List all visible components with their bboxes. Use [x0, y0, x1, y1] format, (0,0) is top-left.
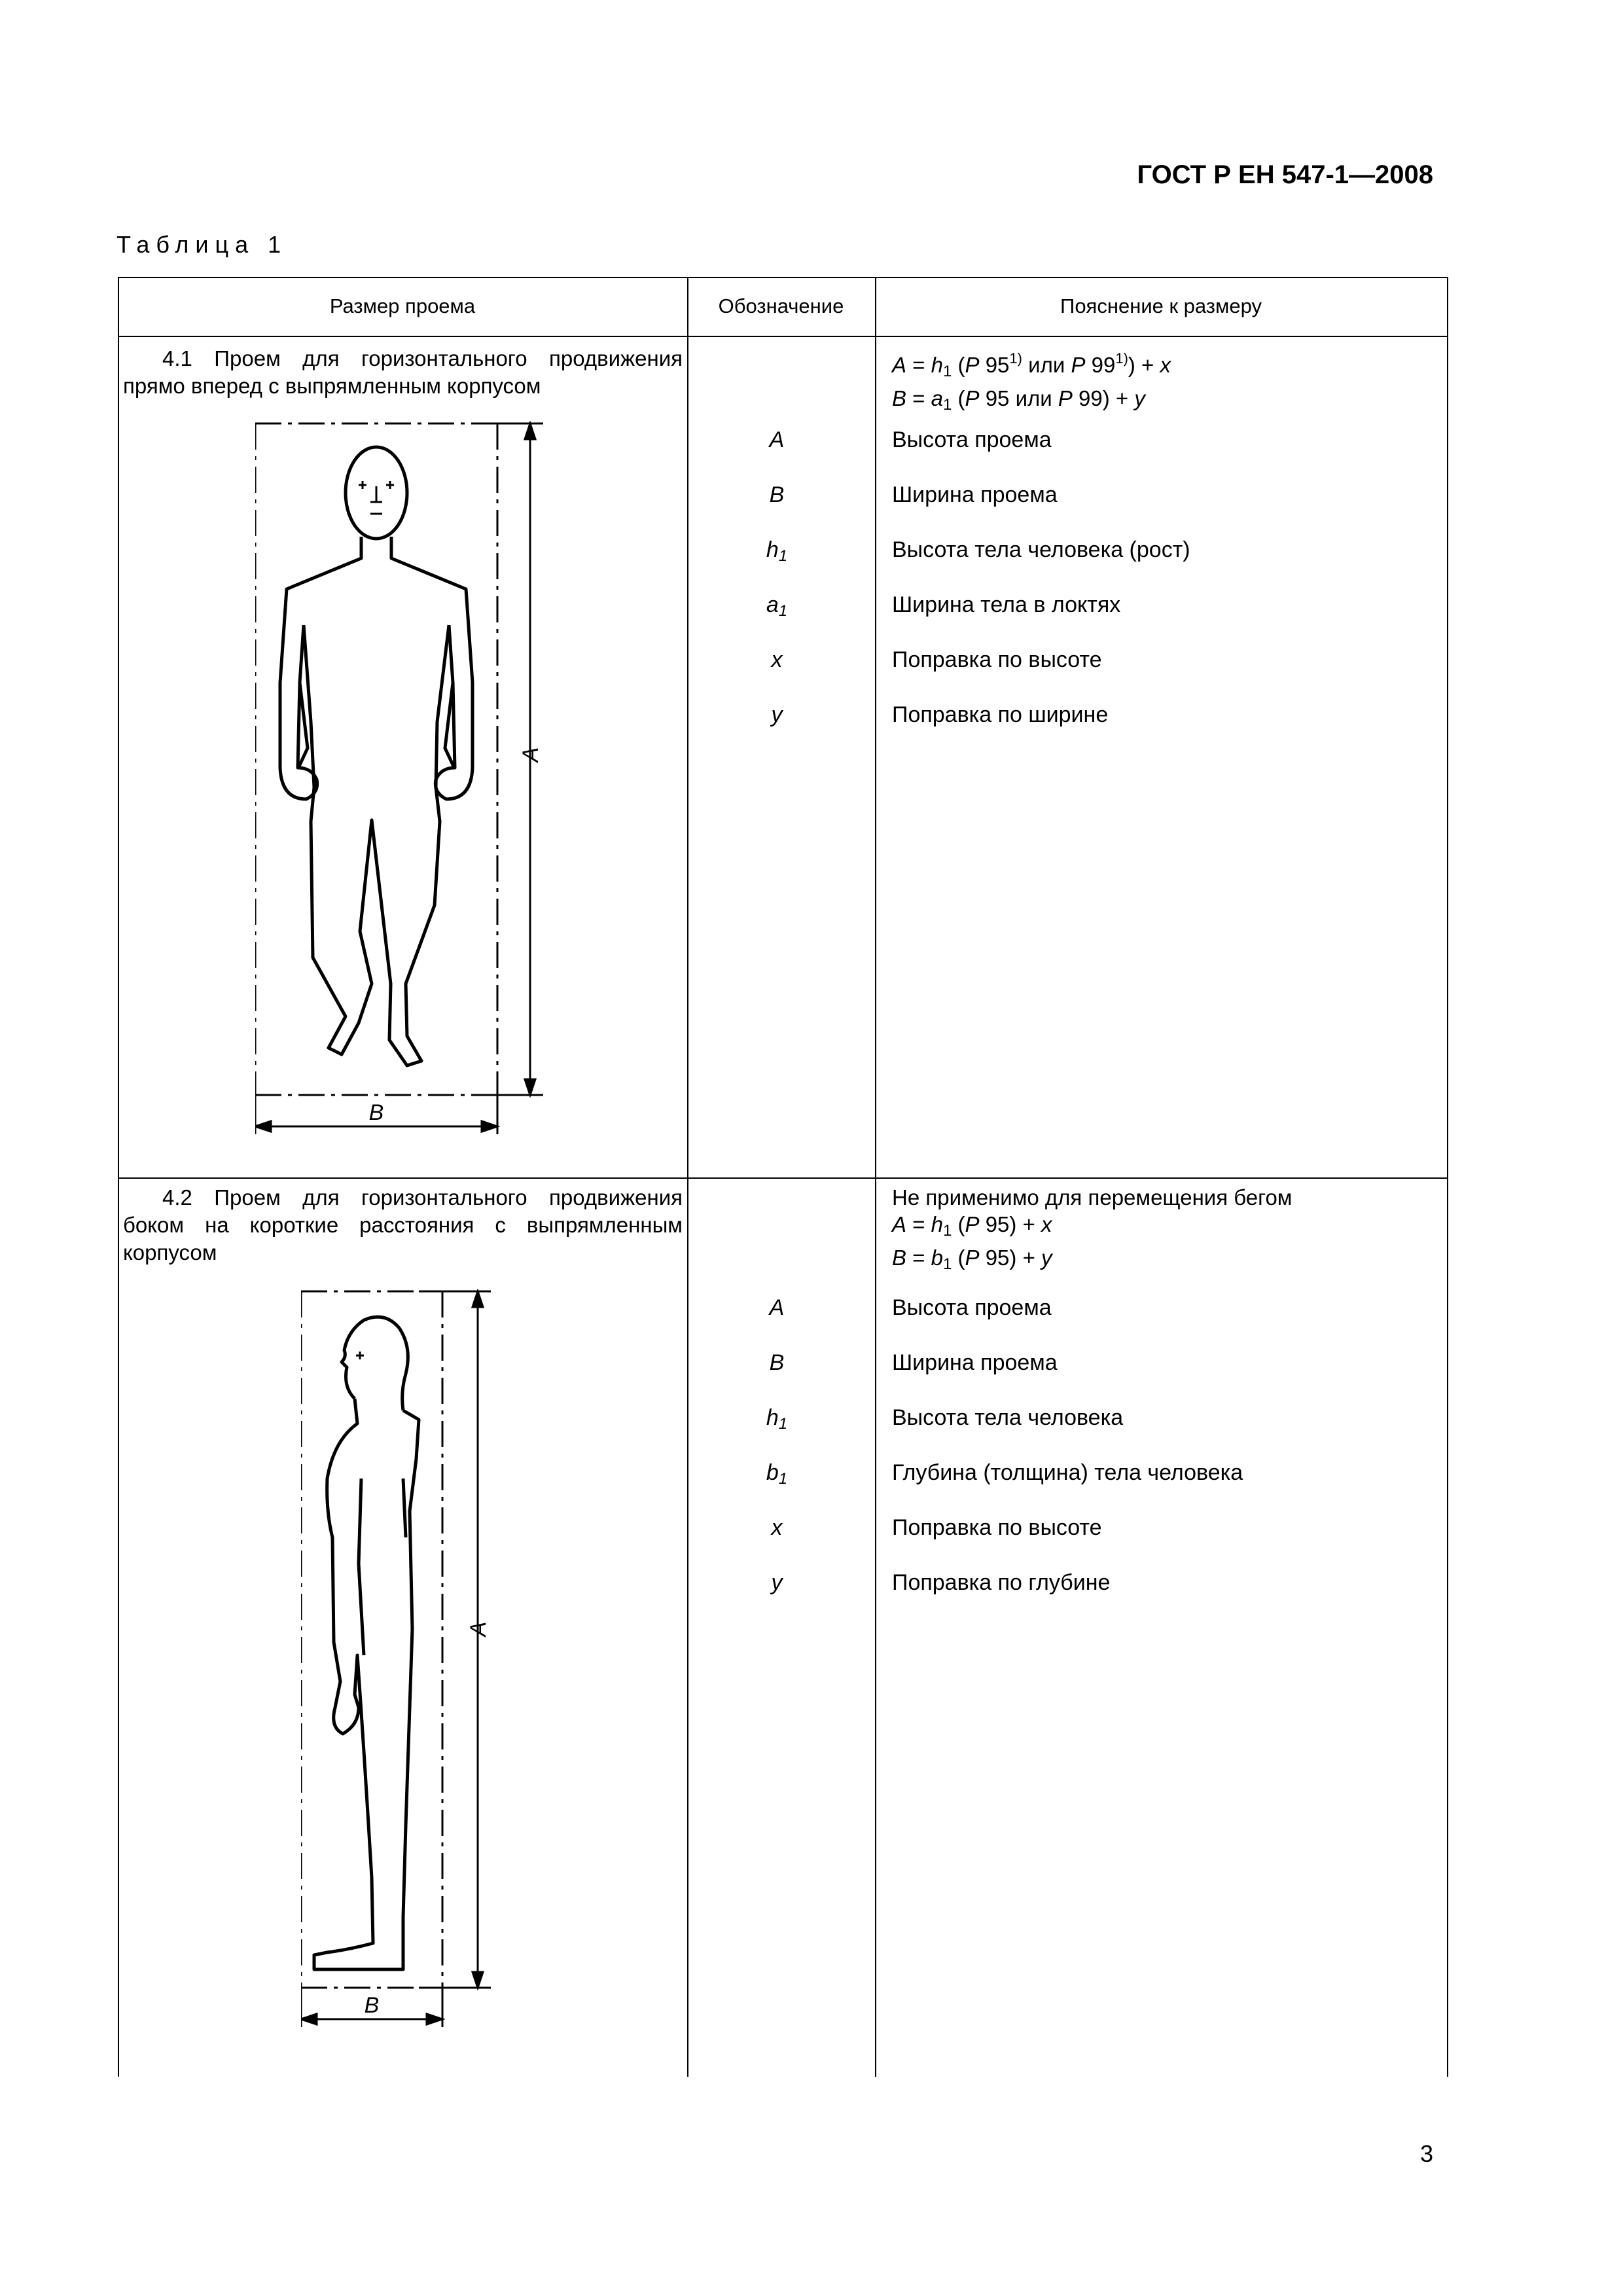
symbol-h1-explanation: Высота тела человека [892, 1405, 1124, 1430]
row-2-description: 4.2 Проем для горизонтального продвижения боком на короткие расстояния с выпрямленным корпусом [123, 1185, 683, 1265]
symbol-b1: $b_1$ [766, 1460, 788, 1488]
symbol-b-explanation: Ширина проема [892, 1350, 1058, 1375]
side-figure-height-label: A [466, 1621, 491, 1637]
side-figure-width-label: B [364, 1993, 380, 2018]
symbol-a1: $a_1$ [766, 592, 788, 620]
symbol-b-explanation: Ширина проема [892, 482, 1058, 507]
symbol-y-explanation: Поправка по глубине [892, 1570, 1111, 1595]
symbol-b: B [769, 482, 785, 507]
row-2-formula [892, 1184, 1293, 1278]
symbol-b: B [769, 1350, 785, 1375]
symbol-h1-explanation: Высота тела человека (рост) [892, 537, 1190, 562]
symbol-y: y [771, 702, 783, 727]
symbol-a: A [769, 1295, 785, 1320]
front-figure-height-label: A [518, 747, 543, 762]
dimensions-table [118, 277, 1448, 2077]
header-bottom-border [118, 336, 1448, 337]
symbol-y: y [771, 1570, 783, 1595]
row-2-formula-b: $B = b_1$ (P 95) + y [892, 1246, 1052, 1273]
symbol-h1: $h_1$ [766, 537, 788, 565]
row-1-formula [892, 345, 1171, 418]
page-number: 3 [1419, 2140, 1433, 2167]
column-header-explanation: Пояснение к размеру [1060, 295, 1262, 317]
row-1-formula-a: $A = h_1$ (P 95$^{1)}$ или P $99^{1)}) + x$ [892, 350, 1171, 380]
table-title: Таблица 1 [116, 231, 288, 258]
table-left-border [118, 277, 119, 2077]
document-code: ГОСТ Р ЕН 547-1—2008 [1137, 160, 1433, 189]
front-figure-width-label: B [368, 1100, 384, 1125]
column-divider-2 [875, 277, 876, 2077]
symbol-a-explanation: Высота проема [892, 1295, 1052, 1320]
symbol-h1: $h_1$ [766, 1405, 788, 1433]
row-divider [118, 1177, 1448, 1179]
symbol-x: x [771, 1515, 783, 1540]
table-right-border [1447, 277, 1448, 2077]
symbol-y-explanation: Поправка по ширине [892, 702, 1109, 727]
symbol-a: A [769, 427, 785, 452]
row-2-formula-a: $A = h_1$ (P 95) + x [892, 1212, 1052, 1240]
column-header-size: Размер проема [329, 295, 476, 317]
symbol-a1-explanation: Ширина тела в локтях [892, 592, 1121, 617]
row-1-formula-b: $B = a_1$ (P 95 или P 99) + y [892, 386, 1145, 414]
front-view-figure [255, 421, 556, 1160]
row-1-description: 4.1 Проем для горизонтального продвижения прямо вперед с выпрямленным корпусом [123, 346, 683, 398]
symbol-x: x [771, 647, 783, 672]
symbol-a-explanation: Высота проема [892, 427, 1052, 452]
symbol-b1-explanation: Глубина (толщина) тела человека [892, 1460, 1243, 1485]
column-header-designation: Обозначение [718, 295, 844, 317]
row-2-note: Не применимо для перемещения бегом [892, 1185, 1293, 1210]
symbol-x-explanation: Поправка по высоте [892, 647, 1102, 672]
symbol-x-explanation: Поправка по высоте [892, 1515, 1102, 1540]
side-view-figure [301, 1289, 537, 2048]
